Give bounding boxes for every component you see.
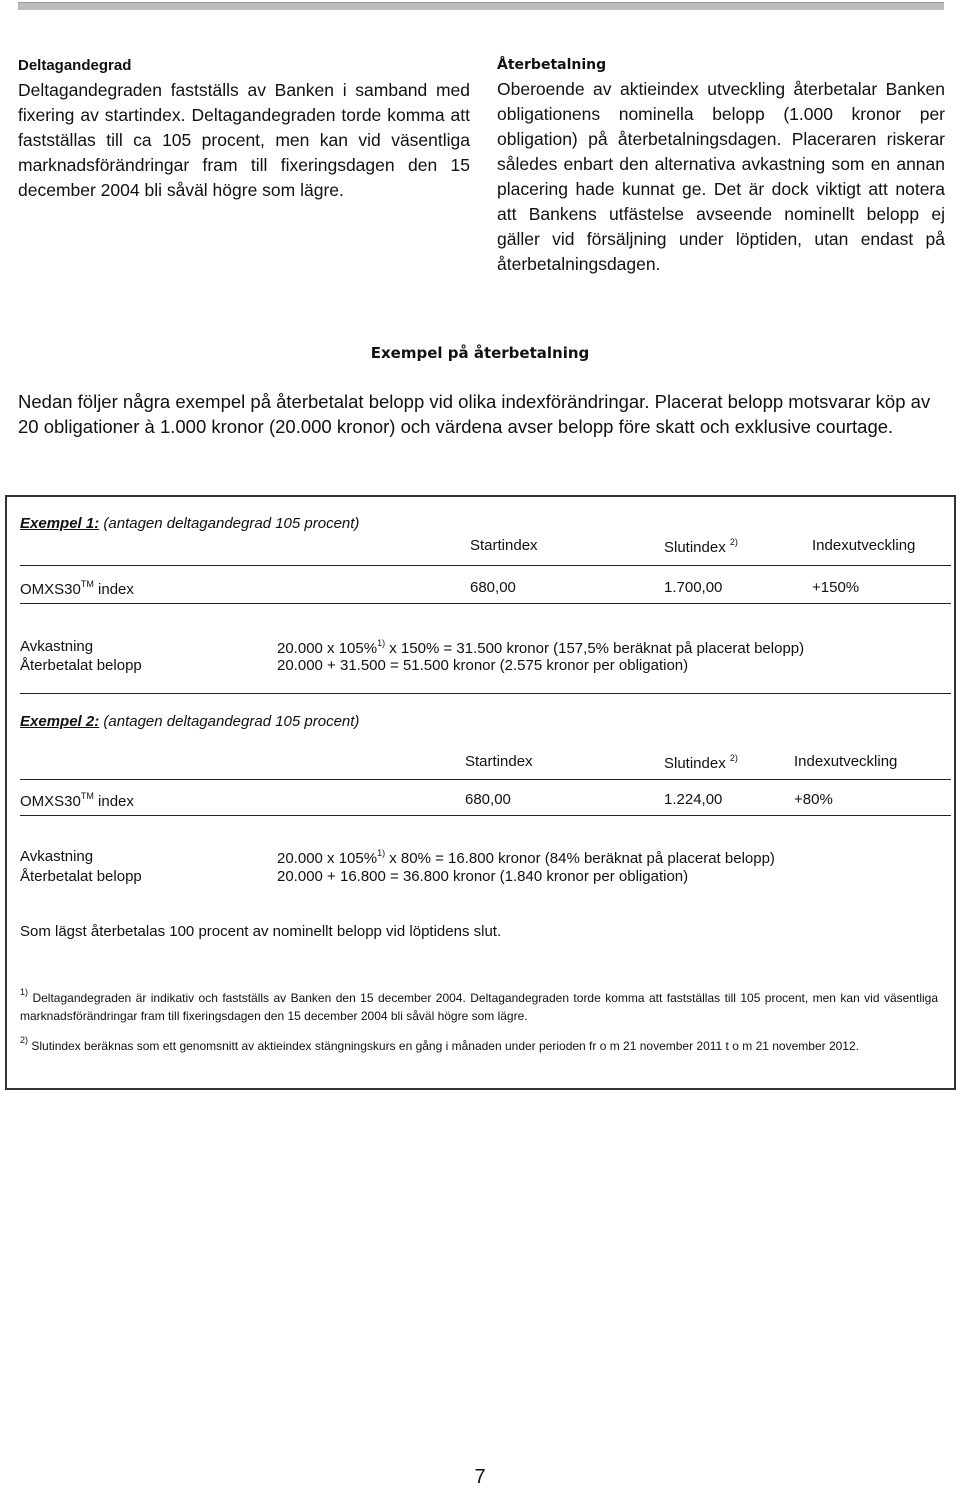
example-2-subtitle: (antagen deltagandegrad 105 procent) <box>103 713 360 730</box>
example-2-index: OMXS30™ index <box>20 791 134 810</box>
page-number: 7 <box>474 1466 486 1488</box>
example-1-end-value: 1.700,00 <box>664 579 723 596</box>
example-2-return-label: Avkastning <box>20 848 94 865</box>
example-1-rule-bottom <box>20 603 951 604</box>
repayment-text: Oberoende av aktieindex utveckling återbetalar Banken obligationens nominella belopp (1.000 kronor per obligation) på återbetalningsdagen. Placeraren riskerar således enbart den alternativa avkastning som en annan placering hade kunnat ge. Det är dock viktigt att notera att Bankens utfästelse avseende nominellt belopp ej gäller vid försäljning under löptiden, utan endast på återbetalningsdagen. <box>497 79 945 274</box>
examples-title: Exempel på återbetalning <box>370 344 590 362</box>
example-1-subtitle: (antagen deltagandegrad 105 procent) <box>103 515 360 532</box>
example-2-col-start: Startindex <box>465 753 533 770</box>
example-separator <box>20 693 951 694</box>
example-1-col-end: Slutindex $^{2)}$ <box>664 537 738 556</box>
example-1-index: OMXS30™ index <box>20 579 134 598</box>
example-1-label: Exempel 1: <box>20 515 100 532</box>
example-2-heading <box>20 713 359 730</box>
footnote-1: $^{1)}$ Deltagandegraden är indikativ och fastställs av Banken den 15 december 2004. Deltagandegraden torde komma att fastställas till 105 procent, men kan vid väsentliga marknadsförändringar fram till fixeringsdagen den 15 december 2004 bli såväl högre som lägre. <box>20 987 938 1023</box>
example-1-col-start: Startindex <box>470 537 538 554</box>
example-2-repaid-label: Återbetalat belopp <box>20 868 142 885</box>
example-1-change-value: +150% <box>812 579 860 596</box>
repayment-section <box>497 57 945 277</box>
minimum-repayment-note: Som lägst återbetalas 100 procent av nominellt belopp vid löptidens slut. <box>20 923 502 940</box>
top-bar <box>18 2 944 10</box>
example-1-col-change: Indexutveckling <box>812 537 916 554</box>
example-2-col-end: Slutindex $^{2)}$ <box>664 753 738 772</box>
example-1-return-value: 20.000 x 105%$^{1)}$ x 150% = 31.500 kronor (157,5% beräknat på placerat belopp) <box>277 638 805 657</box>
example-1-rule-top <box>20 565 951 566</box>
example-1-repaid-label: Återbetalat belopp <box>20 657 142 674</box>
example-2-rule-bottom <box>20 815 951 816</box>
repayment-heading: Återbetalning <box>497 57 607 73</box>
example-1-start-value: 680,00 <box>470 579 516 596</box>
example-2-repaid-value: 20.000 + 16.800 = 36.800 kronor (1.840 kronor per obligation) <box>277 868 689 885</box>
example-2-end-value: 1.224,00 <box>664 791 723 808</box>
example-2-change-value: +80% <box>794 791 833 808</box>
example-2-label: Exempel 2: <box>20 713 100 730</box>
example-2-return-value: 20.000 x 105%$^{1)}$ x 80% = 16.800 kronor (84% beräknat på placerat belopp) <box>277 848 775 867</box>
participation-section <box>18 57 470 203</box>
participation-text: Deltagandegraden fastställs av Banken i samband med fixering av startindex. Deltagandegraden torde komma att fastställas till ca 105 procent, men kan vid väsentliga marknadsförändringar fram till fixeringsdagen den 15 december 2004 bli såväl högre som lägre. <box>18 80 470 200</box>
example-1-heading <box>20 515 359 532</box>
example-2-rule-top <box>20 779 951 780</box>
example-1-repaid-value: 20.000 + 31.500 = 51.500 kronor (2.575 kronor per obligation) <box>277 657 689 674</box>
example-2-col-change: Indexutveckling <box>794 753 898 770</box>
participation-heading: Deltagandegrad <box>18 57 132 74</box>
examples-intro: Nedan följer några exempel på återbetalat belopp vid olika indexförändringar. Placerat belopp motsvarar köp av 20 obligationer à 1.000 kronor (20.000 kronor) och värdena avser belopp före skatt och exklusive courtage. <box>18 391 931 437</box>
example-1-return-label: Avkastning <box>20 638 94 655</box>
footnote-2: $^{2)}$ Slutindex beräknas som ett genomsnitt av aktieindex stängningskurs en gång i månaden under perioden fr o m 21 november 2011 t o m 21 november 2012. <box>20 1035 859 1053</box>
example-2-start-value: 680,00 <box>465 791 511 808</box>
examples-box <box>5 495 956 1090</box>
